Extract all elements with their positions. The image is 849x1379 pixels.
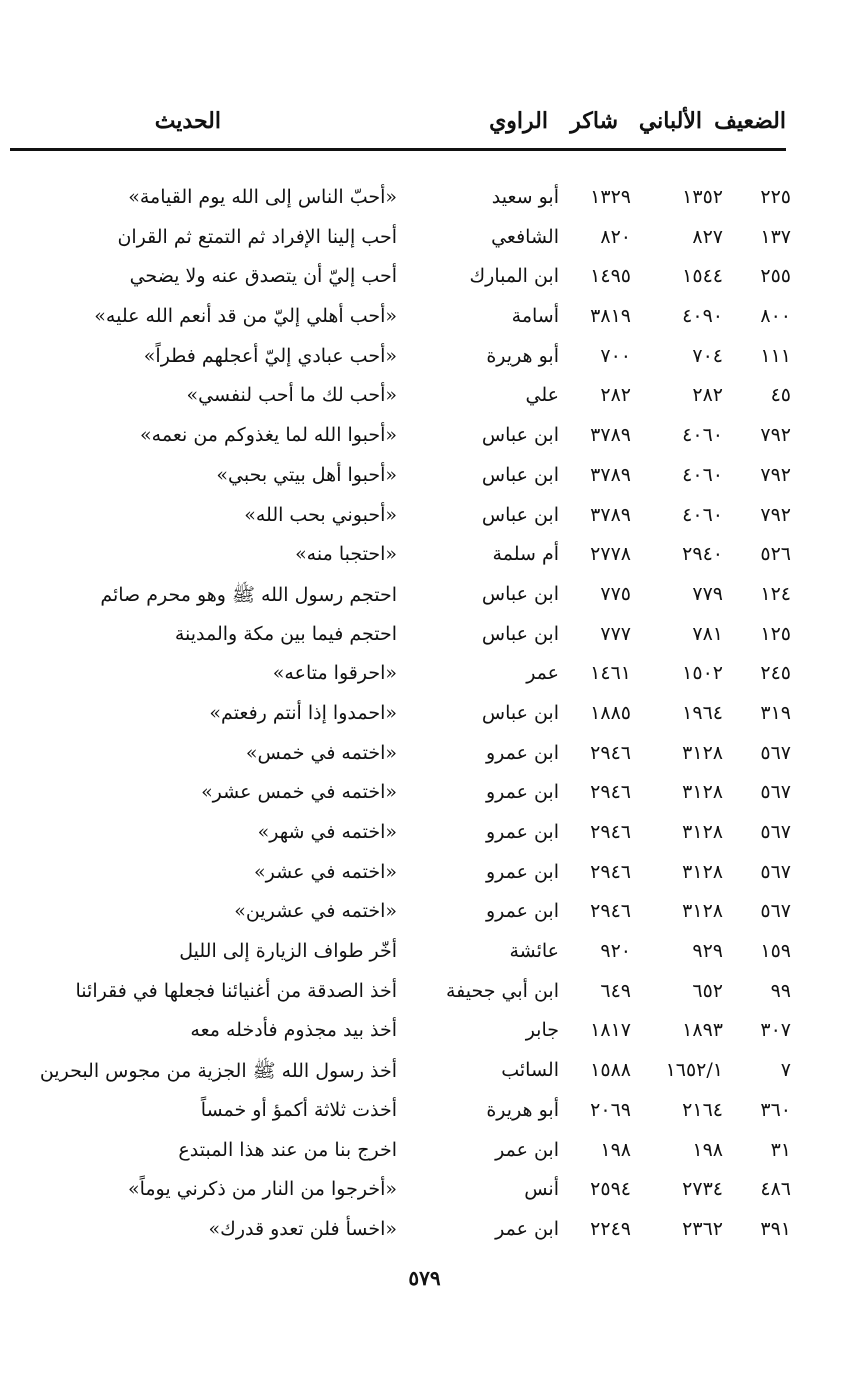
table-row: [0, 1212, 849, 1252]
cell-hadith: «أحب لك ما أحب لنفسي»: [186, 384, 397, 407]
cell-shakir: ٢٢٤٩: [590, 1217, 631, 1240]
cell-shakir: ٢٩٤٦: [590, 741, 631, 764]
cell-daif: ٥٦٧: [760, 821, 791, 843]
table-row: [0, 180, 849, 220]
table-row: [0, 1013, 849, 1053]
cell-albani: ١٩٨: [692, 1138, 723, 1161]
cell-rawi: جابر: [525, 1019, 559, 1042]
table-row: [0, 577, 849, 617]
cell-rawi: أبو هريرة: [486, 1098, 559, 1121]
cell-shakir: ١٨١٧: [590, 1019, 631, 1042]
cell-rawi: ابن عمرو: [485, 821, 559, 843]
cell-rawi: علي: [525, 384, 559, 407]
cell-daif: ٥٦٧: [760, 900, 791, 923]
cell-rawi: ابن عباس: [481, 622, 559, 645]
cell-albani: ٨٢٧: [692, 225, 723, 248]
cell-hadith: «أحب عبادي إليّ أعجلهم فطراً»: [143, 344, 397, 367]
cell-shakir: ١٤٦١: [590, 662, 631, 685]
cell-albani: ٦٥٢: [692, 979, 723, 1002]
header-shakir: شاكر: [570, 108, 618, 134]
table-row: [0, 894, 849, 934]
cell-hadith: «اختمه في شهر»: [257, 821, 397, 843]
cell-shakir: ٣٧٨٩: [590, 503, 631, 526]
cell-daif: ١٢٥: [760, 622, 791, 645]
cell-albani: ٤٠٦٠: [682, 424, 723, 447]
cell-rawi: ابن المبارك: [469, 265, 559, 288]
table-row: [0, 537, 849, 577]
cell-daif: ٥٦٧: [760, 781, 791, 804]
table-row: [0, 974, 849, 1014]
cell-daif: ٨٠٠: [760, 305, 791, 328]
cell-daif: ٢٤٥: [760, 662, 791, 685]
cell-albani: ٣١٢٨: [682, 741, 723, 764]
cell-shakir: ١٤٩٥: [590, 265, 631, 288]
cell-shakir: ٣٧٨٩: [590, 424, 631, 447]
cell-hadith: أخّر طواف الزيارة إلى الليل: [179, 940, 397, 963]
cell-rawi: عائشة: [509, 940, 559, 963]
cell-daif: ٧٩٢: [760, 503, 791, 526]
cell-hadith: «احرقوا متاعه»: [272, 662, 397, 685]
cell-rawi: أم سلمة: [492, 543, 559, 566]
cell-hadith: «اختمه في عشر»: [254, 860, 397, 883]
table-row: [0, 1053, 849, 1093]
cell-daif: ٣٩١: [760, 1217, 791, 1240]
cell-hadith: «أحبوا الله لما يغذوكم من نعمه»: [140, 424, 397, 447]
cell-hadith: اخرج بنا من عند هذا المبتدع: [178, 1138, 397, 1161]
cell-shakir: ٧٧٧: [600, 622, 631, 645]
cell-daif: ١١١: [760, 344, 791, 367]
cell-shakir: ١٥٨٨: [590, 1059, 631, 1082]
cell-shakir: ٩٢٠: [600, 940, 631, 963]
table-header: [10, 104, 786, 144]
table-row: [0, 1093, 849, 1133]
table-row: [0, 934, 849, 974]
cell-hadith: «أحب أهلي إليّ من قد أنعم الله عليه»: [94, 305, 397, 328]
cell-hadith: «أخرجوا من النار من ذكرني يوماً»: [127, 1178, 397, 1201]
cell-rawi: ابن عباس: [481, 503, 559, 526]
table-row: [0, 299, 849, 339]
cell-daif: ٥٦٧: [760, 741, 791, 764]
cell-daif: ٣١: [770, 1138, 791, 1161]
table-row: [0, 458, 849, 498]
header-albani: الألباني: [638, 108, 702, 134]
cell-albani: ٧٠٤: [692, 344, 723, 367]
cell-albani: ٣١٢٨: [682, 781, 723, 804]
table-row: [0, 1133, 849, 1173]
table-row: [0, 339, 849, 379]
cell-shakir: ٧٠٠: [600, 344, 631, 367]
cell-albani: ٧٧٩: [692, 582, 723, 605]
cell-shakir: ٢٠٦٩: [590, 1098, 631, 1121]
cell-albani: ١٦٥٢/١: [665, 1059, 723, 1082]
cell-hadith: «احمدوا إذا أنتم رفعتم»: [209, 701, 397, 724]
cell-shakir: ٢٩٤٦: [590, 821, 631, 843]
cell-hadith: أحب إلينا الإفراد ثم التمتع ثم القران: [117, 225, 397, 248]
cell-rawi: عمر: [526, 662, 559, 685]
cell-rawi: ابن عباس: [481, 701, 559, 724]
cell-shakir: ٧٧٥: [600, 582, 631, 605]
cell-shakir: ٢٩٤٦: [590, 781, 631, 804]
cell-albani: ٤٠٦٠: [682, 463, 723, 486]
header-divider: [10, 148, 786, 151]
cell-daif: ٩٩: [770, 979, 791, 1002]
cell-hadith: «أحبّ الناس إلى الله يوم القيامة»: [128, 186, 397, 208]
header-daif: الضعيف: [714, 108, 786, 134]
table-row: [0, 259, 849, 299]
cell-shakir: ٨٢٠: [600, 225, 631, 248]
cell-daif: ٤٨٦: [760, 1178, 791, 1201]
table-row: [0, 855, 849, 895]
page-number: ٥٧٩: [408, 1266, 441, 1290]
cell-hadith: «اختمه في عشرين»: [234, 900, 397, 923]
cell-rawi: ابن عمر: [495, 1217, 559, 1240]
cell-daif: ٥٦٧: [760, 860, 791, 883]
cell-daif: ١٢٤: [760, 582, 791, 605]
cell-shakir: ٢٩٤٦: [590, 900, 631, 923]
cell-shakir: ٣٨١٩: [590, 305, 631, 328]
cell-albani: ٢١٦٤: [682, 1098, 723, 1121]
cell-shakir: ٢٨٢: [600, 384, 631, 407]
cell-daif: ١٣٧: [760, 225, 791, 248]
cell-rawi: الشافعي: [491, 225, 559, 248]
cell-rawi: أبو سعيد: [491, 186, 559, 208]
table-row: [0, 736, 849, 776]
cell-hadith: احتجم رسول الله ﷺ وهو محرم صائم: [100, 583, 397, 606]
cell-hadith: «أحبوني بحب الله»: [244, 503, 397, 526]
cell-albani: ٣١٢٨: [682, 900, 723, 923]
cell-hadith: احتجم فيما بين مكة والمدينة: [174, 622, 397, 645]
cell-rawi: ابن عمرو: [485, 781, 559, 804]
cell-daif: ٣١٩: [760, 701, 791, 724]
table-row: [0, 220, 849, 260]
cell-albani: ٢٨٢: [692, 384, 723, 407]
cell-daif: ٣٠٧: [760, 1019, 791, 1042]
cell-daif: ٤٥: [770, 384, 791, 407]
table-row: [0, 617, 849, 657]
table-row: [0, 815, 849, 855]
cell-shakir: ٢٩٤٦: [590, 860, 631, 883]
cell-shakir: ١٩٨: [600, 1138, 631, 1161]
cell-daif: ٢٥٥: [760, 265, 791, 288]
cell-albani: ٣١٢٨: [682, 821, 723, 843]
cell-hadith: أخذ بيد مجذوم فأدخله معه: [190, 1019, 397, 1042]
cell-albani: ٢٧٣٤: [682, 1178, 723, 1201]
cell-shakir: ١٨٨٥: [590, 701, 631, 724]
cell-rawi: أنس: [524, 1178, 559, 1201]
cell-daif: ٥٢٦: [760, 543, 791, 566]
cell-hadith: «اخسأ فلن تعدو قدرك»: [208, 1217, 397, 1240]
cell-daif: ٣٦٠: [760, 1098, 791, 1121]
cell-rawi: ابن عمرو: [485, 741, 559, 764]
cell-albani: ١٥٠٢: [682, 662, 723, 685]
table-row: [0, 498, 849, 538]
cell-daif: ٧٩٢: [760, 463, 791, 486]
table-row: [0, 775, 849, 815]
cell-rawi: السائب: [501, 1059, 559, 1082]
cell-rawi: أبو هريرة: [486, 344, 559, 367]
cell-hadith: «احتجبا منه»: [295, 543, 397, 566]
cell-rawi: أسامة: [511, 305, 559, 328]
cell-daif: ٧: [780, 1059, 791, 1082]
cell-hadith: «اختمه في خمس عشر»: [201, 781, 397, 804]
cell-albani: ٢٩٤٠: [682, 543, 723, 566]
cell-rawi: ابن عباس: [481, 582, 559, 605]
cell-rawi: ابن عباس: [481, 463, 559, 486]
cell-albani: ٩٢٩: [692, 940, 723, 963]
hadith-index-table: [0, 180, 849, 1252]
cell-rawi: ابن عمرو: [485, 860, 559, 883]
cell-daif: ٧٩٢: [760, 424, 791, 447]
cell-albani: ٧٨١: [692, 622, 723, 645]
cell-albani: ٤٠٩٠: [682, 305, 723, 328]
cell-hadith: أخذ الصدقة من أغنيائنا فجعلها في فقرائنا: [75, 979, 397, 1002]
cell-daif: ١٥٩: [760, 940, 791, 963]
cell-albani: ١٥٤٤: [682, 265, 723, 288]
table-row: [0, 656, 849, 696]
table-row: [0, 1172, 849, 1212]
cell-shakir: ١٣٢٩: [590, 186, 631, 208]
cell-albani: ٤٠٦٠: [682, 503, 723, 526]
cell-daif: ٢٢٥: [760, 186, 791, 208]
table-row: [0, 696, 849, 736]
cell-shakir: ٣٧٨٩: [590, 463, 631, 486]
cell-shakir: ٦٤٩: [600, 979, 631, 1002]
cell-albani: ١٩٦٤: [682, 701, 723, 724]
cell-rawi: ابن عمرو: [485, 900, 559, 923]
cell-hadith: أحب إليّ أن يتصدق عنه ولا يضحي: [129, 265, 397, 288]
cell-rawi: ابن عمر: [495, 1138, 559, 1161]
cell-hadith: «أحبوا أهل بيتي بحبي»: [216, 463, 397, 486]
header-rawi: الراوي: [489, 108, 548, 134]
cell-rawi: ابن عباس: [481, 424, 559, 447]
cell-hadith: أخذت ثلاثة أكمؤ أو خمساً: [200, 1098, 397, 1121]
cell-albani: ١٣٥٢: [682, 186, 723, 208]
table-row: [0, 418, 849, 458]
cell-shakir: ٢٥٩٤: [590, 1178, 631, 1201]
cell-hadith: أخذ رسول الله ﷺ الجزية من مجوس البحرين: [39, 1060, 397, 1083]
cell-albani: ١٨٩٣: [682, 1019, 723, 1042]
cell-rawi: ابن أبي جحيفة: [445, 979, 559, 1002]
cell-albani: ٢٣٦٢: [682, 1217, 723, 1240]
table-row: [0, 378, 849, 418]
cell-hadith: «اختمه في خمس»: [245, 741, 397, 764]
cell-shakir: ٢٧٧٨: [590, 543, 631, 566]
cell-albani: ٣١٢٨: [682, 860, 723, 883]
header-hadith: الحديث: [154, 108, 221, 134]
